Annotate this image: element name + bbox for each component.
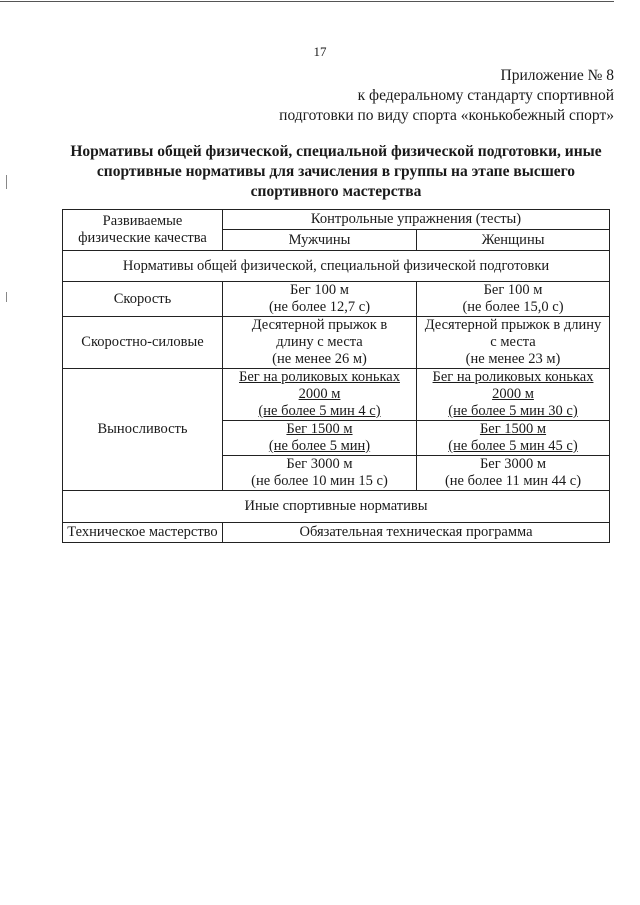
title-line: спортивные нормативы для зачисления в группы на этапе высшего xyxy=(96,163,576,180)
header-qualities: Развиваемые физические качества xyxy=(63,210,223,251)
women-standard: Бег 3000 м (не более 11 мин 44 с) xyxy=(417,456,610,491)
appendix-line: Приложение № 8 xyxy=(500,67,614,84)
quality-label: Скорость xyxy=(63,282,223,317)
quality-label: Техническое мастерство xyxy=(63,523,223,543)
header-women: Женщины xyxy=(417,230,610,251)
table-row xyxy=(63,282,610,317)
standards-table xyxy=(62,209,610,543)
quality-label: Выносливость xyxy=(63,369,223,491)
men-standard: Бег 3000 м (не более 10 мин 15 с) xyxy=(223,456,417,491)
section-heading: Иные спортивные нормативы xyxy=(63,491,610,523)
margin-mark xyxy=(6,175,7,189)
women-standard: Бег на роликовых коньках 2000 м (не более 5 мин 30 с) xyxy=(417,369,610,421)
table-header-row xyxy=(63,210,610,230)
appendix-header xyxy=(279,66,614,126)
women-standard: Бег 1500 м (не более 5 мин 45 с) xyxy=(417,421,610,456)
men-standard: Десятерной прыжок в длину с места (не менее 26 м) xyxy=(223,317,417,369)
title-line: спортивного мастерства xyxy=(250,183,422,200)
top-rule xyxy=(0,1,614,2)
men-standard: Бег 1500 м (не более 5 мин) xyxy=(223,421,417,456)
header-tests: Контрольные упражнения (тесты) xyxy=(223,210,610,230)
men-standard: Бег на роликовых коньках 2000 м (не более 5 мин 4 с) xyxy=(223,369,417,421)
section-row xyxy=(63,251,610,282)
document-title xyxy=(66,142,606,202)
table-row xyxy=(63,369,610,421)
title-line: Нормативы общей физической, специальной физической подготовки, иные xyxy=(70,143,602,160)
men-standard: Бег 100 м (не более 12,7 с) xyxy=(223,282,417,317)
women-standard: Бег 100 м (не более 15,0 с) xyxy=(417,282,610,317)
appendix-line: подготовки по виду спорта «конькобежный спорт» xyxy=(279,107,614,124)
quality-label: Скоростно-силовые xyxy=(63,317,223,369)
table-row xyxy=(63,317,610,369)
women-standard: Десятерной прыжок в длину с места (не менее 23 м) xyxy=(417,317,610,369)
header-men: Мужчины xyxy=(223,230,417,251)
page-number: 17 xyxy=(313,44,327,59)
table-row xyxy=(63,523,610,543)
section-row xyxy=(63,491,610,523)
appendix-line: к федеральному стандарту спортивной xyxy=(357,87,614,104)
technique-standard: Обязательная техническая программа xyxy=(223,523,610,543)
section-heading: Нормативы общей физической, специальной физической подготовки xyxy=(63,251,610,282)
margin-mark xyxy=(6,292,7,302)
